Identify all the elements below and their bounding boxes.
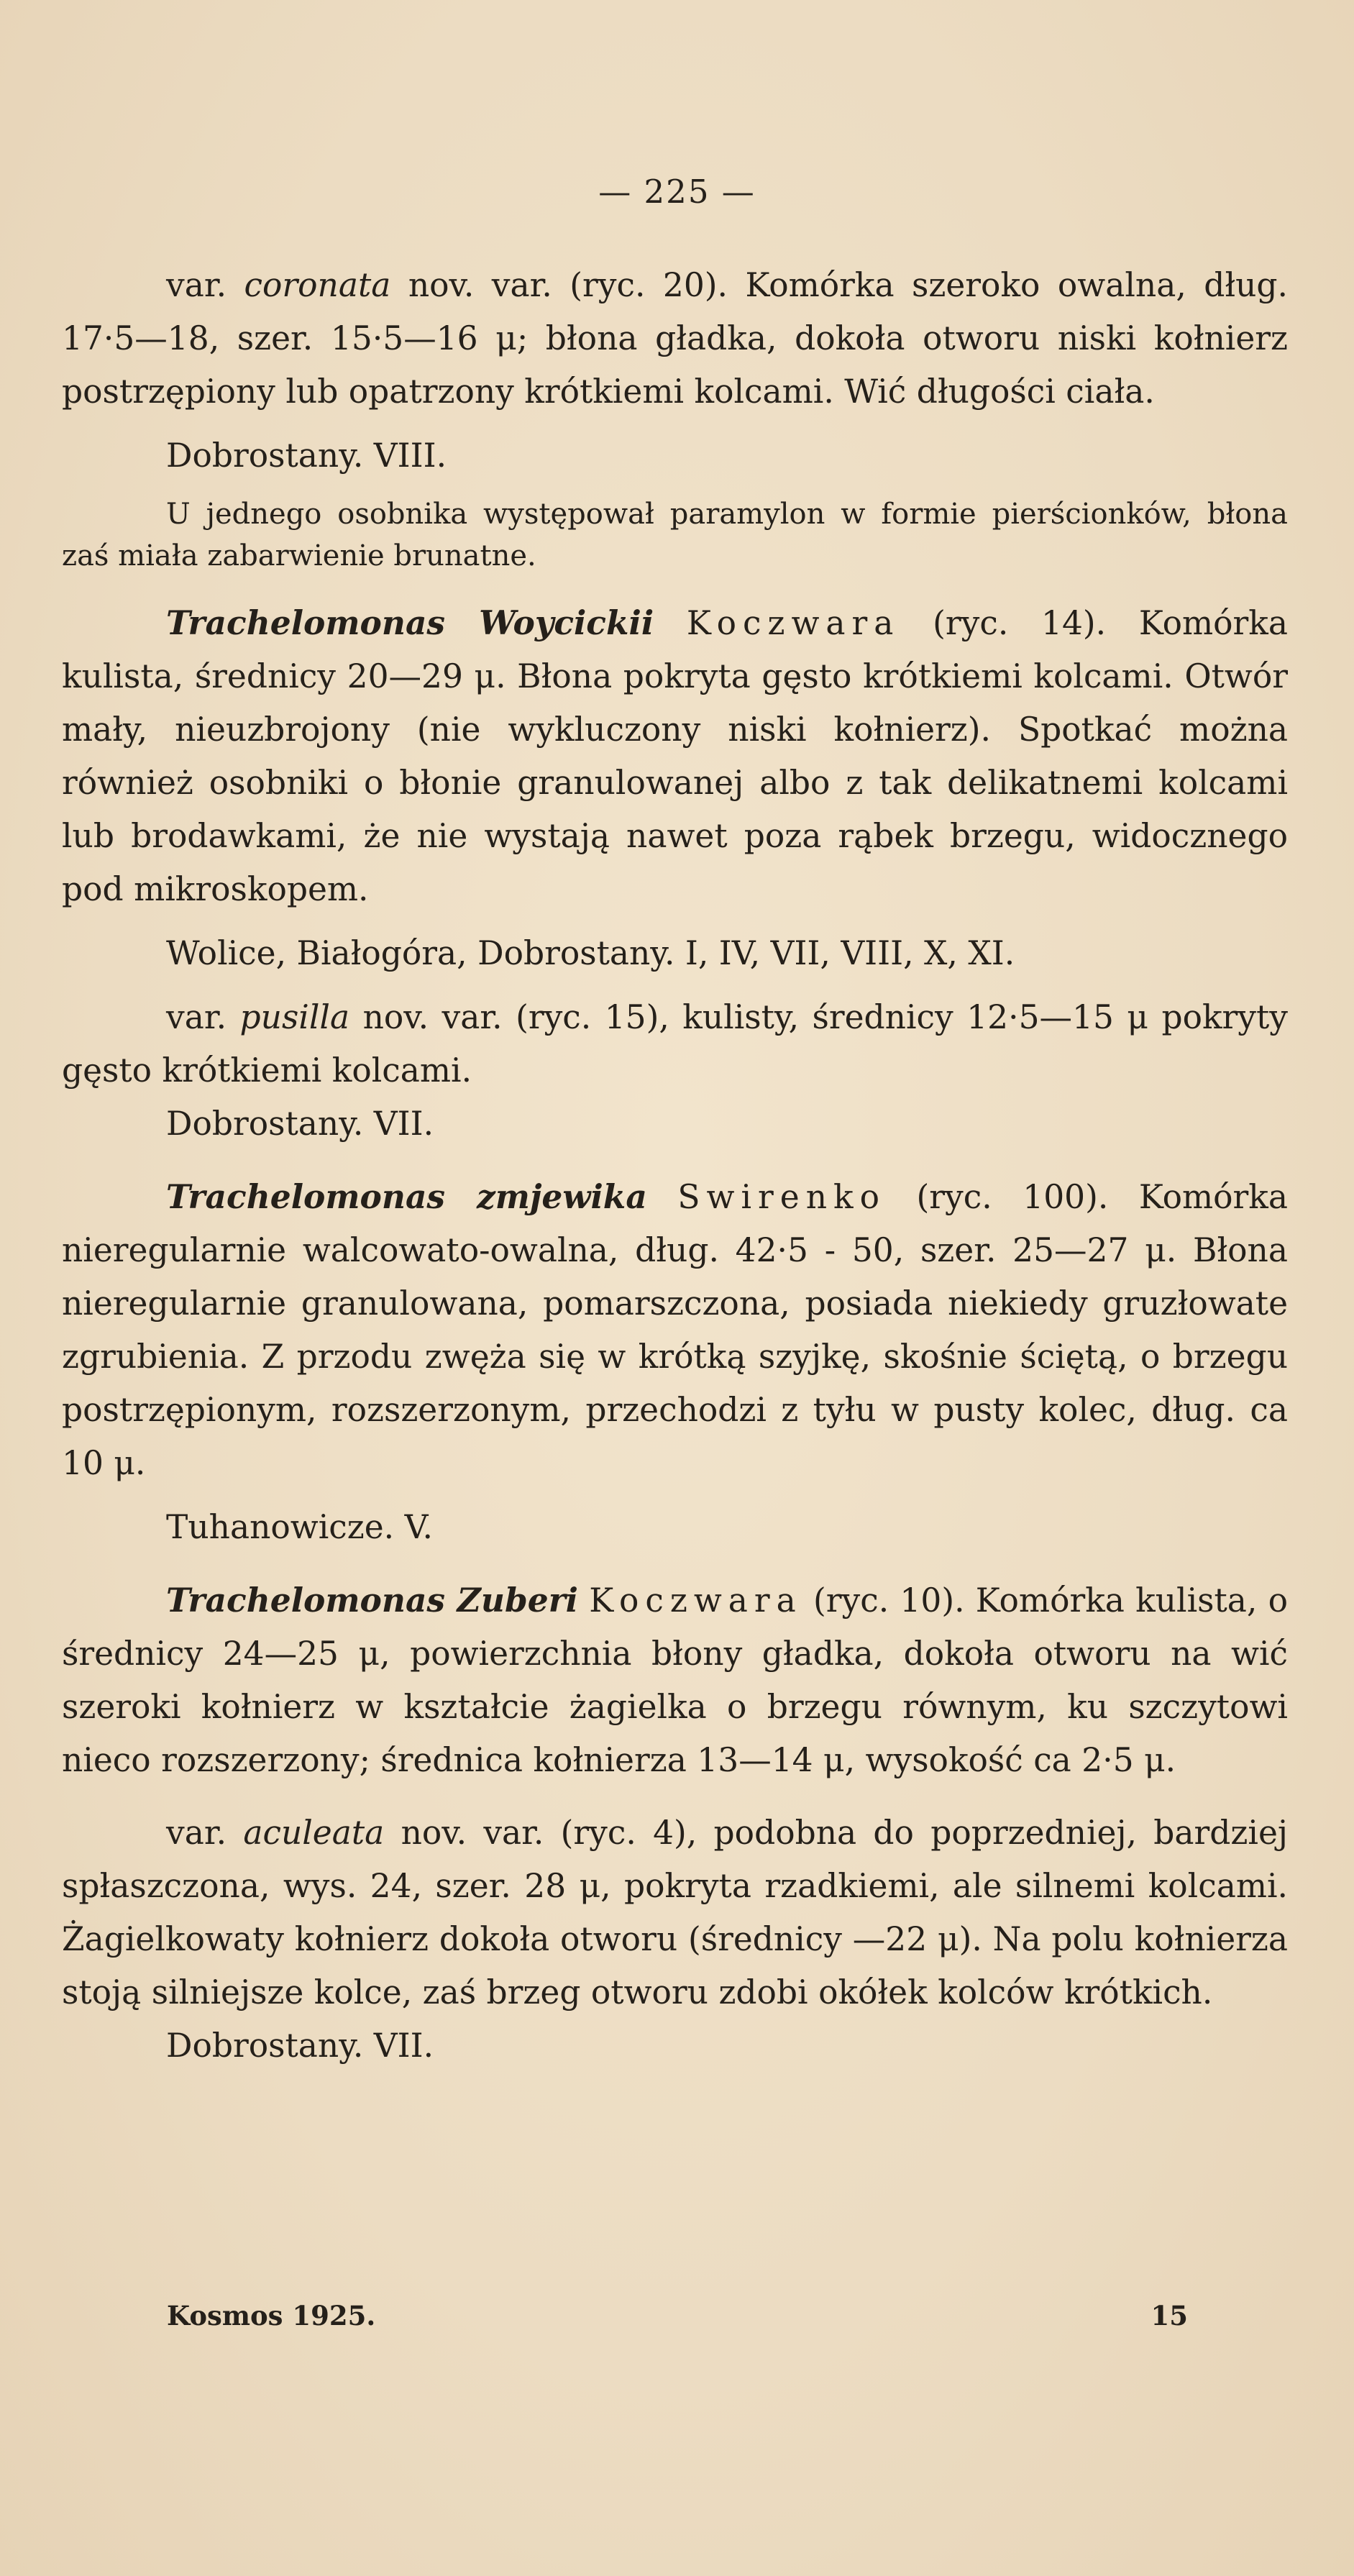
- text-fragment: (ryc. 10). Komórka kulista, o średnicy 24—25 μ, powierzchnia błony gładka, dokoła otworu na wić szeroki kołnierz w kształcie żagielka o brzegu równym, ku szczytowi nieco rozszerzony; średnica kołnierza 13—14 μ, wysokość ca 2·5 μ.: [62, 1581, 1288, 1779]
- locality: Tuhanowicze. V.: [166, 1508, 433, 1546]
- text-fragment: nov. var. (ryc. 15), kulisty, średnicy 12·5—15 μ pokryty gęsto krótkiemi kolcami.: [62, 998, 1288, 1090]
- text-fragment: var.: [166, 266, 244, 304]
- body-text: [62, 259, 1288, 2073]
- text-fragment: (ryc. 14). Komórka kulista, średnicy 20—29 μ. Błona pokryta gęsto krótkiemi kolcami. Otwór mały, nieuzbrojony (nie wykluczony niski kołnierz). Spotkać można również osobniki o błonie granulowanej albo z tak delikatnemi kolcami lub brodawkami, że nie wystają nawet poza rąbek brzegu, widocznego pod mikroskopem.: [62, 604, 1289, 908]
- author-name: Koczwara: [686, 604, 900, 642]
- journal-signature: Kosmos 1925.: [167, 2300, 376, 2331]
- text-fragment: nov. var. (ryc. 20). Komórka szeroko owalna, dług. 17·5—18, szer. 15·5—16 μ; błona gładka, dokoła otworu niski kołnierz postrzępiony lub opatrzony krótkiemi kolcami. Wić długości ciała.: [62, 266, 1289, 411]
- note-paragraph: U jednego osobnika występował paramylon w formie pierścionków, błona zaś miała zabarwienie brunatne.: [62, 498, 1288, 572]
- page-number: — 225 —: [598, 173, 756, 211]
- text-fragment: (ryc. 100). Komórka nieregularnie walcowato-owalna, dług. 42·5 - 50, szer. 25—27 μ. Błona nieregularnie granulowana, pomarszczona, posiada niekiedy gruzłowate zgrubienia. Z przodu zwęża się w krótką szyjkę, skośnie ściętą, o brzegu postrzępionym, rozszerzonym, przechodzi z tyłu w pusty kolec, dług. ca 10 μ.: [62, 1178, 1288, 1482]
- species-name: Trachelomonas zmjewika: [166, 1177, 647, 1216]
- variety-name: aculeata: [243, 1814, 385, 1852]
- author-name: Koczwara: [589, 1581, 802, 1620]
- text-fragment: nov. var. (ryc. 4), podobna do poprzedniej, bardziej spłaszczona, wys. 24, szer. 28 μ, pokryta rzadkiemi, ale silnemi kolcami. Żagielkowaty kołnierz dokoła otworu (średnicy —22 μ). Na polu kołnierza stoją silniejsze kolce, zaś brzeg otworu zdobi okółek kolców krótkich.: [62, 1814, 1288, 2011]
- text-fragment: var.: [166, 1814, 244, 1852]
- text-fragment: var.: [166, 998, 240, 1036]
- paragraph-coronata: [62, 259, 1288, 419]
- locality: Dobrostany. VII.: [166, 2027, 434, 2065]
- paragraph-zuberi: [62, 1574, 1288, 1787]
- paragraph-woycickii: [62, 596, 1288, 916]
- variety-name: coronata: [244, 266, 391, 304]
- paragraph-aculeata: [62, 1807, 1288, 2019]
- locality: Dobrostany. VIII.: [166, 437, 447, 475]
- paragraph-zmjewika: [62, 1170, 1288, 1490]
- paragraph-pusilla: [62, 991, 1288, 1097]
- variety-name: pusilla: [239, 998, 350, 1036]
- locality: Dobrostany. VII.: [166, 1105, 434, 1143]
- author-name: Swirenko: [677, 1178, 886, 1216]
- species-name: Trachelomonas Zuberi: [166, 1581, 578, 1620]
- sheet-number: 15: [1151, 2300, 1188, 2331]
- locality: Wolice, Białogóra, Dobrostany. I, IV, VII, VIII, X, XI.: [166, 934, 1015, 972]
- species-name: Trachelomonas Woycickii: [166, 603, 654, 642]
